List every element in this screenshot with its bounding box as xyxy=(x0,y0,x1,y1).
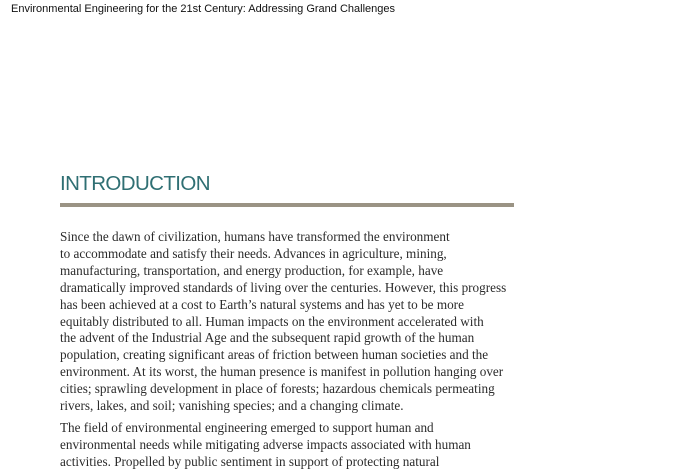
paragraph-line: population, creating significant areas of friction between human societies and the xyxy=(60,347,489,363)
paragraph-line: manufacturing, transportation, and energy production, for example, have xyxy=(60,262,444,278)
paragraph-line: equitably distributed to all. Human impacts on the environment accelerated with xyxy=(60,313,484,329)
paragraph-line: the advent of the Industrial Age and the subsequent rapid growth of the human xyxy=(60,330,475,346)
paragraph-line: The field of environmental engineering emerged to support human and xyxy=(60,420,434,435)
paragraph-line: dramatically improved standards of living over the centuries. However, this progress xyxy=(60,279,507,295)
paragraph-line: environmental needs while mitigating adverse impacts associated with human xyxy=(60,436,471,452)
paragraph-line: to accommodate and satisfy their needs. Advances in agriculture, mining, xyxy=(60,245,447,261)
paragraph-line: rivers, lakes, and soil; vanishing species; and a changing climate. xyxy=(60,398,404,414)
heading-rule xyxy=(60,203,514,207)
paragraph-line: environment. At its worst, the human presence is manifest in pollution hanging over xyxy=(60,364,504,380)
running-title: Environmental Engineering for the 21st Century: Addressing Grand Challenges xyxy=(11,3,396,15)
paragraph-line: activities. Propelled by public sentiment in support of protecting natural xyxy=(60,453,440,469)
paragraph-line: cities; sprawling development in place of forests; hazardous chemicals permeating xyxy=(60,381,495,397)
section-heading: INTRODUCTION xyxy=(60,172,210,195)
paragraph-line: Since the dawn of civilization, humans have transformed the environment xyxy=(60,229,450,244)
paragraph-1 xyxy=(60,229,530,415)
paragraph-2 xyxy=(60,420,530,471)
paragraph-line: has been achieved at a cost to Earth’s natural systems and has yet to be more xyxy=(60,296,464,312)
